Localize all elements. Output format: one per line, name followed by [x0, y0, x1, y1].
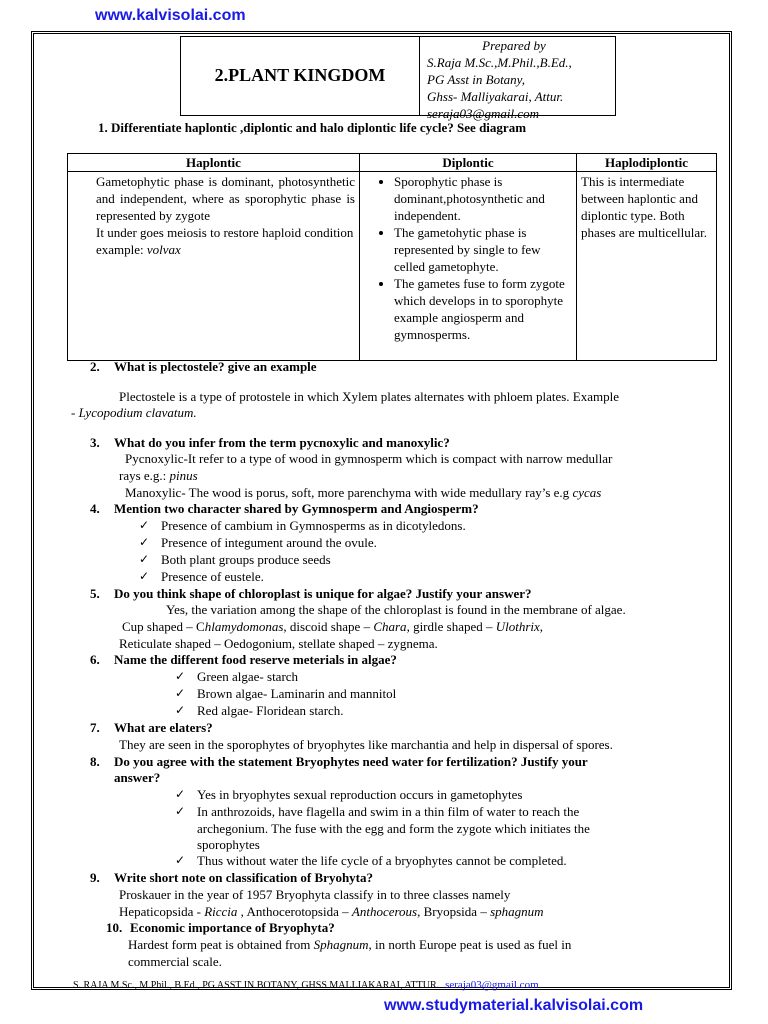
check-item: ✓ Yes in bryophytes sexual reproduction occurs in gametophytes [197, 787, 522, 804]
prepared-email: seraja03@gmail.com [427, 106, 539, 121]
footer-text: S. RAJA M.Sc., M.Phil., B.Ed., PG ASST IN BOTANY, GHSS MALLIAKARAI, ATTUR. [73, 980, 440, 991]
list-item: • The gametohytic phase is represented by single to few celled gametophyte. [394, 224, 572, 275]
haplontic-example: volvax [146, 242, 181, 257]
q9-bryopsida: , Bryopsida – [417, 904, 491, 919]
q10-fuel: , in north Europe peat is used as fuel in [368, 937, 572, 952]
q10-answer-1 [128, 937, 571, 954]
table-header: Diplontic [360, 154, 577, 172]
q2-dash: - [71, 405, 79, 420]
q4-text: Mention two character shared by Gymnosperm and Angiosperm? [114, 501, 479, 516]
check-item: ✓ Thus without water the life cycle of a bryophytes cannot be completed. [197, 853, 567, 870]
q4-number: 4. [90, 501, 100, 516]
check-item: ✓ In anthrozoids, have flagella and swim in a thin film of water to reach the [197, 804, 579, 821]
q3-answer-2 [119, 468, 198, 485]
q9-answer-2 [119, 904, 544, 921]
q5-text: Do you think shape of chloroplast is unique for algae? Justify your answer? [114, 586, 532, 601]
table-header: Haplodiplontic [577, 154, 717, 172]
q2-answer-2 [71, 405, 197, 422]
q9-answer-1: Proskauer in the year of 1957 Bryophyta classify in to three classes namely [119, 887, 511, 902]
life-cycle-table [67, 153, 717, 361]
prepared-line: S.Raja M.Sc.,M.Phil.,B.Ed., [427, 55, 572, 70]
q10-answer-2: commercial scale. [128, 954, 222, 969]
q5-cup: Cup shaped – C [122, 619, 205, 634]
q10-number: 10. [106, 920, 123, 935]
header-website-link[interactable]: www.kalvisolai.com [95, 7, 246, 24]
q9-riccia: Riccia [204, 904, 238, 919]
q3-answer-1: Pycnoxylic-It refer to a type of wood in gymnosperm which is compact with narrow medullar [125, 451, 613, 466]
q3-number: 3. [90, 435, 100, 450]
q3-cycas: cycas [572, 485, 602, 500]
diplontic-cell [360, 172, 577, 361]
q2-text: What is plectostele? give an example [114, 359, 317, 374]
q8-text: Do you agree with the statement Bryophytes need water for fertilization? Justify your [114, 754, 588, 769]
footer-website-link[interactable]: www.studymaterial.kalvisolai.com [384, 997, 644, 1014]
haplontic-text-2 [72, 224, 355, 258]
table-header: Haplontic [68, 154, 360, 172]
prepared-by-box [420, 36, 616, 121]
list-item: • The gametes fuse to form zygote which develops in to sporophyte example angiosperm and gymnosperms. [394, 275, 572, 343]
haplontic-text: Gametophytic phase is dominant, photosynthetic and independent, where as sporophytic phase is represented by zygote [96, 174, 355, 223]
q10-peat: Hardest form peat is obtained from [128, 937, 314, 952]
q8-item-2-cont: archegonium. The fuse with the egg and form the zygote which initiates the [197, 821, 590, 836]
q3-manoxylic: Manoxylic- The wood is porus, soft, more parenchyma with wide medullary ray’s e.g [125, 485, 573, 500]
haplontic-meiosis: It under goes meiosis to restore haploid condition example: [96, 225, 354, 257]
page-title: 2.PLANT KINGDOM [214, 65, 386, 86]
q8-text-2: answer? [114, 770, 161, 785]
check-item: ✓ Red algae- Floridean starch. [197, 703, 344, 720]
list-item: • Sporophytic phase is dominant,photosynthetic and independent. [394, 173, 572, 224]
q9-hepaticopsida: Hepaticopsida - [119, 904, 205, 919]
prepared-line: Ghss- Malliyakarai, Attur. [427, 89, 564, 104]
q2-example: Lycopodium clavatum. [78, 405, 197, 420]
q7-number: 7. [90, 720, 100, 735]
haplontic-cell [68, 172, 360, 361]
prepared-line: Prepared by [482, 38, 546, 53]
q6-text: Name the different food reserve meterials in algae? [114, 652, 397, 667]
q5-answer-2 [122, 619, 543, 636]
footer-credit [73, 978, 539, 992]
prepared-line: PG Asst in Botany, [427, 72, 525, 87]
check-item: ✓ Presence of cambium in Gymnosperms as in dicotyledons. [161, 518, 466, 535]
question-1: 1. Differentiate haplontic ,diplontic and halo diplontic life cycle? See diagram [98, 120, 527, 135]
q10-sphagnum: Sphagnum [313, 937, 369, 952]
title-box [180, 36, 420, 116]
q5-chlamydomonas: hlamydomonas [204, 619, 284, 634]
q3-text: What do you infer from the term pycnoxylic and manoxylic? [114, 435, 450, 450]
q7-answer: They are seen in the sporophytes of bryophytes like marchantia and help in dispersal of spores. [119, 737, 613, 752]
q9-sphagnum: sphagnum [490, 904, 544, 919]
q9-text: Write short note on classification of Bryohyta? [114, 870, 374, 885]
q5-number: 5. [90, 586, 100, 601]
q2-number: 2. [90, 359, 100, 374]
q5-chara: Chara [373, 619, 407, 634]
check-item: ✓ Presence of eustele. [161, 569, 264, 586]
q10-text: Economic importance of Bryophyta? [130, 920, 335, 935]
haplodiplontic-cell: This is intermediate between haplontic and diplontic type. Both phases are multicellular. [577, 172, 717, 361]
q2-answer: Plectostele is a type of protostele in which Xylem plates alternates with phloem plates. Example [119, 389, 620, 404]
q9-number: 9. [90, 870, 100, 885]
check-item: ✓ Green algae- starch [197, 669, 298, 686]
check-item: ✓ Both plant groups produce seeds [161, 552, 331, 569]
q8-number: 8. [90, 754, 100, 769]
q5-answer-3: Reticulate shaped – Oedogonium, stellate shaped – zygnema. [119, 636, 438, 651]
q7-text: What are elaters? [114, 720, 213, 735]
check-item: ✓ Brown algae- Laminarin and mannitol [197, 686, 396, 703]
q5-answer-1: Yes, the variation among the shape of the chloroplast is found in the membrane of algae. [166, 602, 626, 617]
q3-rays: rays e.g.: [119, 468, 170, 483]
q9-anthocerotopsida: , Anthocerotopsida – [237, 904, 352, 919]
check-item: ✓ Presence of integument around the ovule. [161, 535, 377, 552]
q5-girdle: , girdle shaped – [406, 619, 496, 634]
q5-discoid: , discoid shape – [283, 619, 374, 634]
q9-anthocerous: Anthocerous [351, 904, 418, 919]
q5-comma: , [539, 619, 544, 634]
q8-item-2-cont-2: sporophytes [197, 837, 260, 852]
q3-answer-3 [125, 485, 601, 502]
q5-ulothrix: Ulothrix [495, 619, 540, 634]
q3-pinus: pinus [169, 468, 198, 483]
footer-email[interactable]: seraja03@gmail.com [445, 979, 539, 991]
q6-number: 6. [90, 652, 100, 667]
